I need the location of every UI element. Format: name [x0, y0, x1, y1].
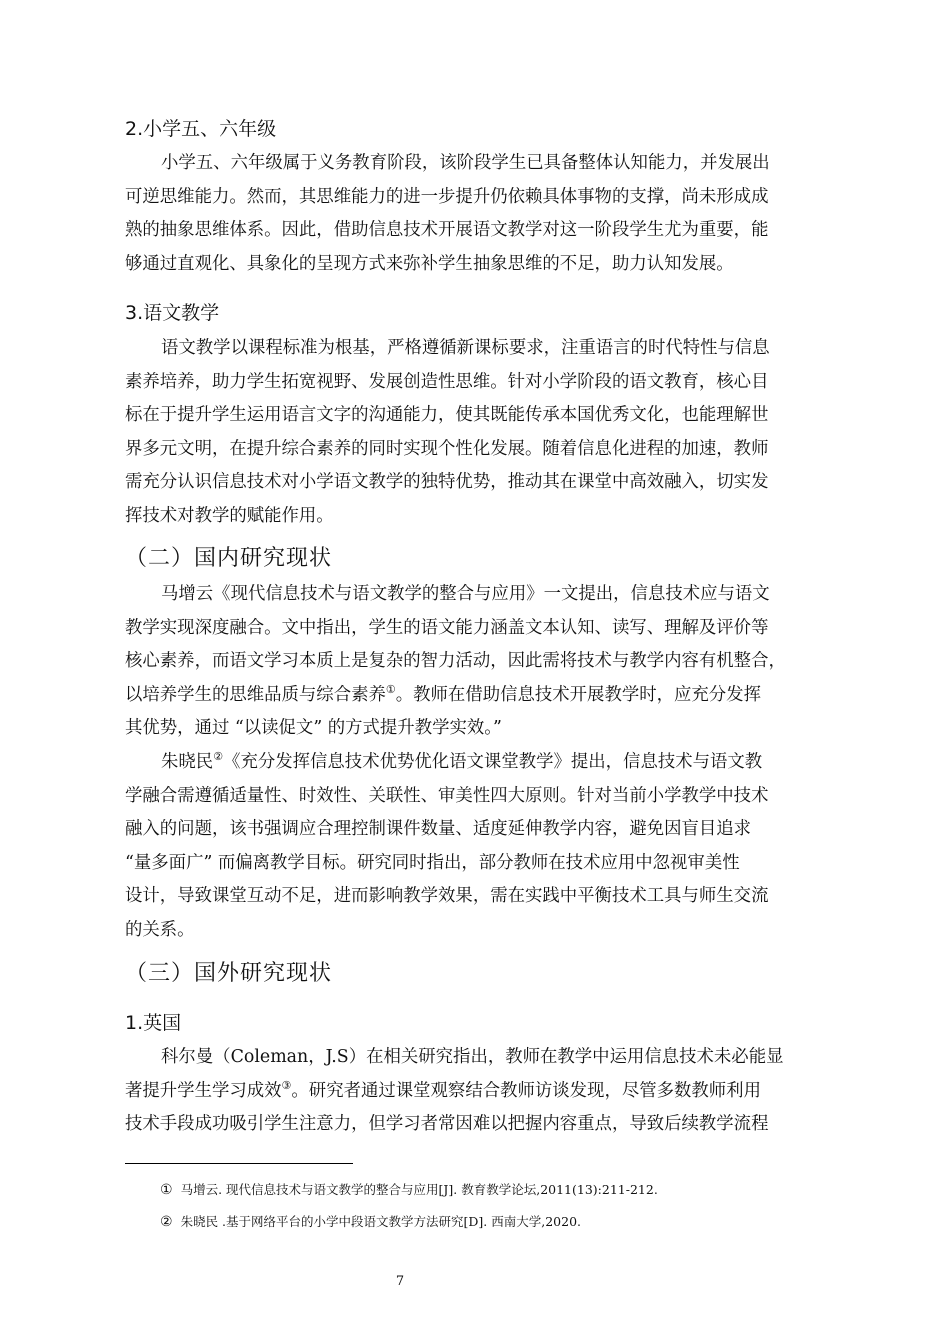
text-fragment: 以培养学生的思维品质与综合素养: [125, 684, 386, 705]
text-line: 够通过直观化、具象化的呈现方式来弥补学生抽象思维的不足，助力认知发展。: [125, 253, 734, 274]
text-line: 小学五、六年级属于义务教育阶段，该阶段学生已具备整体认知能力，并发展出: [161, 153, 770, 173]
text-line: [125, 746, 837, 780]
text-fragment: 。教师在借助信息技术开展教学时，应充分发挥: [395, 684, 761, 705]
paragraph-zhu-xiaomin: [125, 746, 837, 948]
text-line: 素养培养，助力学生拓宽视野、发展创造性思维。针对小学阶段的语文教育，核心目: [125, 371, 769, 392]
paragraph-chinese-teaching: [125, 332, 837, 534]
text-fragment: 《充分发挥信息技术优势优化语文课堂教学》提出，信息技术与语文教: [223, 752, 763, 772]
text-line: 界多元文明，在提升综合素养的同时实现个性化发展。随着信息化进程的加速，教师: [125, 438, 769, 459]
footnote-ref-3[interactable]: ③: [281, 1078, 292, 1092]
text-line: 设计，导致课堂互动不足，进而影响教学效果，需在实践中平衡技术工具与师生交流: [125, 886, 769, 907]
text-line: 挥技术对教学的赋能作用。: [125, 505, 334, 526]
section-heading-uk: 1.英国: [125, 1012, 182, 1034]
text-line: 熟的抽象思维体系。因此，借助信息技术开展语文教学对这一阶段学生尤为重要，能: [125, 220, 769, 241]
section-heading-domestic-research: （二）国内研究现状: [125, 546, 333, 571]
footnote-mark: ②: [160, 1214, 173, 1230]
paragraph-coleman: [125, 1041, 837, 1142]
text-line: “量多面广” 而偏离教学目标。研究同时指出，部分教师在技术应用中忽视审美性: [125, 852, 740, 873]
page-number: 7: [395, 1274, 405, 1289]
text-line: 融入的问题，该书强调应合理控制课件数量、适度延伸教学内容，避免因盲目追求: [125, 819, 752, 840]
text-line: 标在于提升学生运用语言文字的沟通能力，使其既能传承本国优秀文化，也能理解世: [125, 405, 769, 426]
text-line: 核心素养，而语文学习本质上是复杂的智力活动，因此需将技术与教学内容有机整合，: [125, 651, 786, 672]
text-fragment: 朱晓民: [161, 752, 214, 772]
text-line: 的关系。: [125, 919, 195, 940]
text-line: 需充分认识信息技术对小学语文教学的独特优势，推动其在课堂中高效融入，切实发: [125, 472, 769, 493]
text-line: 马增云《现代信息技术与语文教学的整合与应用》一文提出，信息技术应与语文: [161, 584, 770, 604]
section-heading-foreign-research: （三）国外研究现状: [125, 961, 333, 986]
footnote-mark: ①: [160, 1182, 173, 1198]
text-fragment: 。研究者通过课堂观察结合教师访谈发现，尽管多数教师利用: [291, 1080, 761, 1101]
text-line: [125, 1075, 837, 1109]
text-line: 教学实现深度融合。文中指出，学生的语文能力涵盖文本认知、读写、理解及评价等: [125, 617, 769, 638]
footnote-2: [160, 1212, 581, 1230]
text-line: 技术手段成功吸引学生注意力，但学习者常因难以把握内容重点，导致后续教学流程: [125, 1114, 769, 1135]
text-line: 科尔曼（Coleman，J.S）在相关研究指出，教师在教学中运用信息技术未必能显: [161, 1047, 784, 1067]
footnote-text: 朱晓民 .基于网络平台的小学中段语文教学方法研究[D]. 西南大学,2020.: [180, 1214, 581, 1229]
footnote-text: 马增云. 现代信息技术与语文教学的整合与应用[J]. 教育教学论坛,2011(13):211-212.: [180, 1182, 658, 1197]
text-line: 其优势，通过 “以读促文” 的方式提升教学实效。”: [125, 718, 502, 739]
text-line: 语文教学以课程标准为根基，严格遵循新课标要求，注重语言的时代特性与信息: [161, 338, 770, 358]
section-heading-grade-5-6: 2.小学五、六年级: [125, 118, 277, 140]
paragraph-grade-5-6: [125, 147, 837, 281]
text-line: 学融合需遵循适量性、时效性、关联性、审美性四大原则。针对当前小学教学中技术: [125, 785, 769, 806]
footnote-1: [160, 1180, 658, 1198]
text-line: [125, 679, 837, 713]
section-heading-chinese-teaching: 3.语文教学: [125, 302, 220, 324]
footnote-divider: [125, 1163, 353, 1164]
paragraph-ma-zengyun: [125, 578, 837, 746]
footnote-ref-1[interactable]: ①: [385, 682, 396, 696]
footnote-ref-2[interactable]: ②: [213, 750, 224, 763]
text-line: 可逆思维能力。然而，其思维能力的进一步提升仍依赖具体事物的支撑，尚未形成成: [125, 186, 769, 207]
text-fragment: 著提升学生学习成效: [125, 1080, 282, 1101]
